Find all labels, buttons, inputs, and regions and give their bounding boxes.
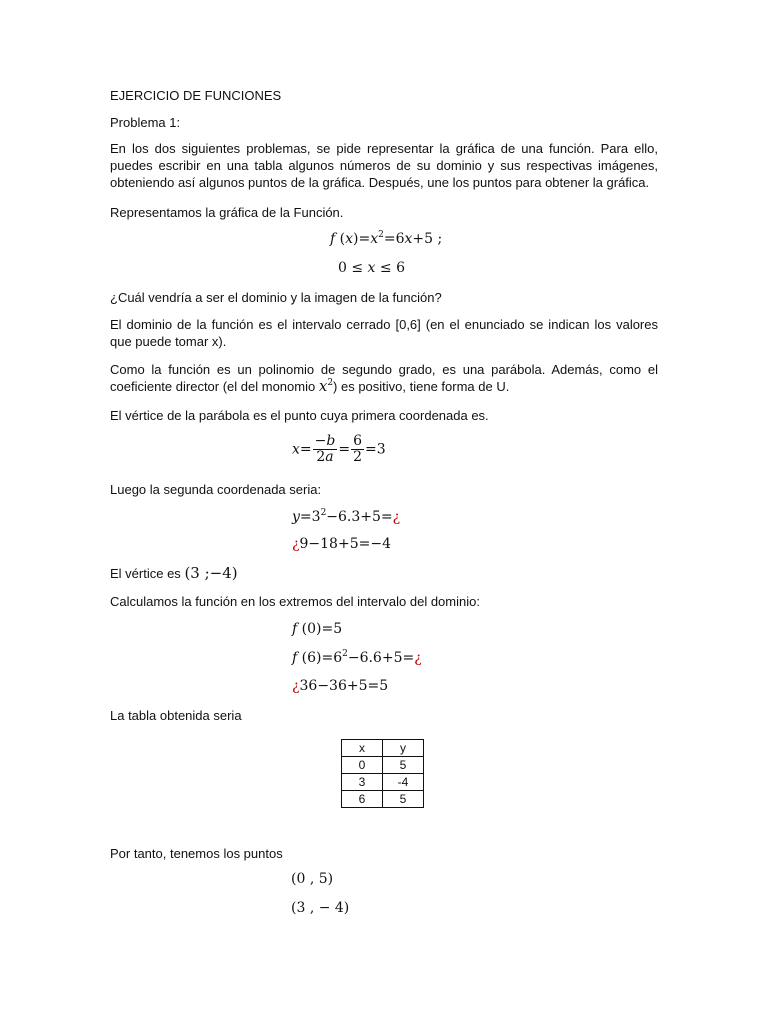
- vertex-label: El vértice es: [110, 566, 181, 581]
- values-table: [341, 739, 424, 808]
- table-header-y: y: [383, 740, 424, 757]
- table-intro-line: La tabla obtenida seria: [110, 708, 242, 723]
- problem-heading: Problema 1:: [110, 115, 181, 130]
- table-cell: 5: [383, 791, 424, 808]
- parabola-paragraph: [110, 361, 658, 395]
- table-cell: 6: [342, 791, 383, 808]
- domain-inequality: 0 ≤ x ≤ 6: [338, 260, 405, 276]
- vertex-point: (3 ;−4): [184, 564, 238, 582]
- parabola-text-1: Como la función es un polinomio de segundo grado, es una parábola. Además, como el coeficiente director (el del monomio: [110, 362, 658, 394]
- table-cell: 3: [342, 774, 383, 791]
- vertex-x-formula: x= $\frac{-b}{2a}$ = $\frac{6}{2}$ =3: [292, 433, 386, 465]
- y-calculation-1: $y=3^2-6.3+5=¿$: [292, 508, 401, 525]
- function-definition: f $(x)=x^2=6x+5$ ;: [330, 230, 443, 247]
- table-row: [342, 774, 424, 791]
- point-0-5: (0 , 5): [291, 871, 334, 887]
- document-title: EJERCICIO DE FUNCIONES: [110, 88, 282, 103]
- represent-line: Representamos la gráfica de la Función.: [110, 205, 344, 220]
- table-cell: 0: [342, 757, 383, 774]
- domain-paragraph: El dominio de la función es el intervalo cerrado [0,6] (en el enunciado se indican los valores que puede tomar x).: [110, 317, 658, 349]
- vertex-intro-line: El vértice de la parábola es el punto cuya primera coordenada es.: [110, 408, 489, 423]
- table-cell: 5: [383, 757, 424, 774]
- table-row: [342, 791, 424, 808]
- monomial-x2: $x^2$: [318, 377, 334, 395]
- table-header-row: [342, 740, 424, 757]
- table-header-x: x: [342, 740, 383, 757]
- vertex-line: [110, 565, 658, 582]
- table-row: [342, 757, 424, 774]
- intro-paragraph: En los dos siguientes problemas, se pide representar la gráfica de una función. Para ello, puedes escribir en una tabla algunos números de su dominio y sus respectivas imágenes, obteniendo así algunos puntos de la gráfica. Después, une los puntos para obtener la gráfica.: [110, 141, 658, 190]
- parabola-text-2: ) es positivo, tiene forma de U.: [333, 379, 510, 394]
- f-of-six-result: ¿36−36+5=5: [292, 678, 389, 694]
- f-of-zero: f (0)=5: [292, 621, 343, 637]
- y-calculation-2: ¿9−18+5=−4: [292, 536, 391, 552]
- question-line: ¿Cuál vendría a ser el dominio y la imagen de la función?: [110, 290, 442, 305]
- points-intro-line: Por tanto, tenemos los puntos: [110, 846, 283, 861]
- second-coord-line: Luego la segunda coordenada seria:: [110, 482, 322, 497]
- table-cell: -4: [383, 774, 424, 791]
- f-of-six: f $(6)=6^2-6.6+5=¿$: [292, 649, 422, 666]
- point-3-neg4: (3 , − 4): [291, 900, 350, 916]
- extremes-line: Calculamos la función en los extremos del intervalo del dominio:: [110, 594, 480, 609]
